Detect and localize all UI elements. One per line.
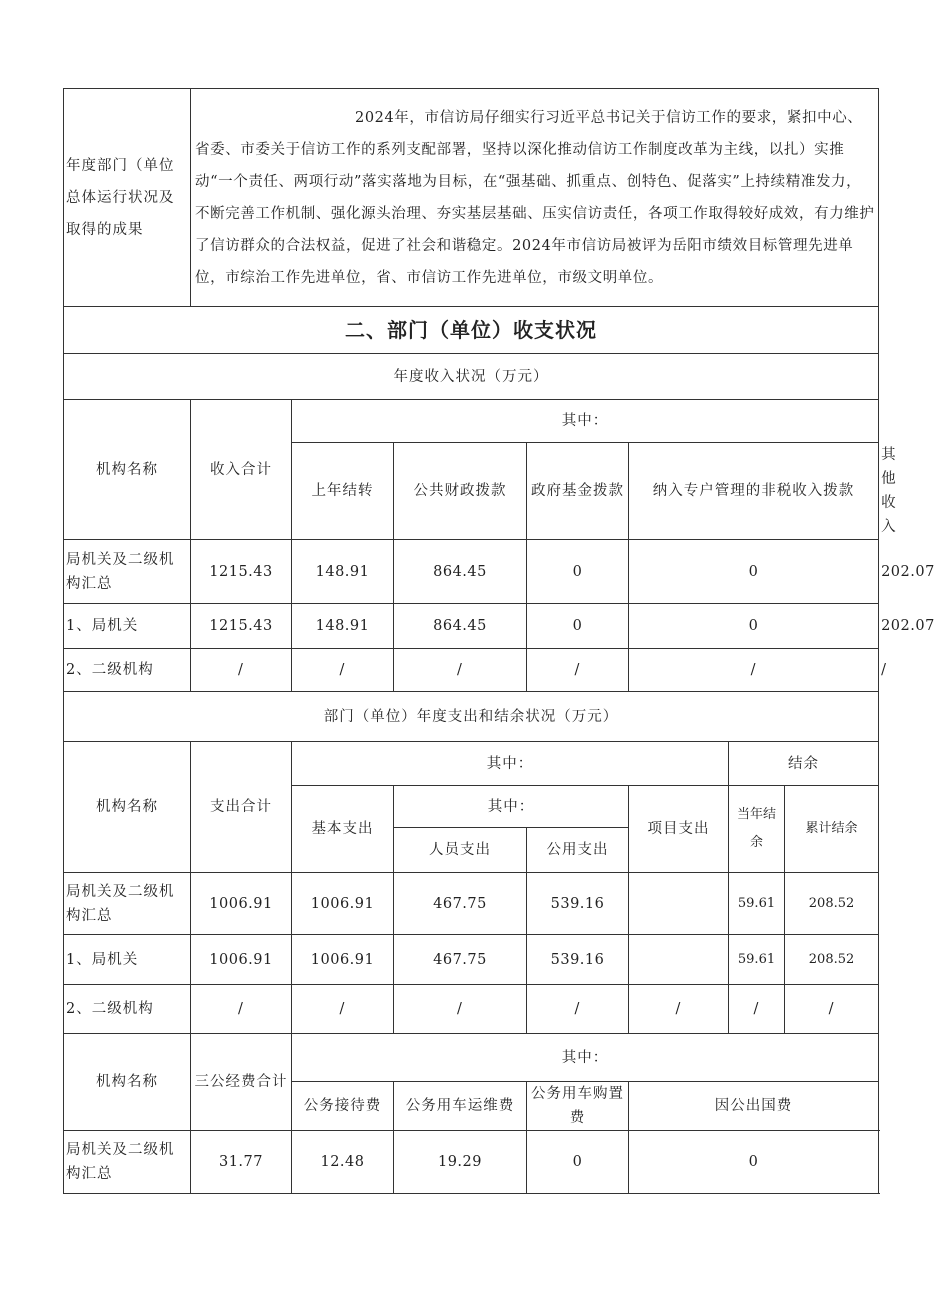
income-gov-fund: 0 [527,540,629,604]
expense-cumulative: / [785,985,879,1034]
three-reception: 12.48 [292,1131,394,1194]
income-col-org: 机构名称 [64,400,191,540]
expense-cumulative: 208.52 [785,935,879,985]
income-col-carryover: 上年结转 [292,443,394,540]
expense-col-project: 项目支出 [629,786,729,873]
expense-project [629,873,729,935]
table-row: 1、局机关 1215.43 148.91 864.45 0 0 202.07 [64,604,879,649]
expense-project: / [629,985,729,1034]
income-total: 1215.43 [191,604,292,649]
three-vehicle-purchase: 0 [527,1131,629,1194]
expense-col-total: 支出合计 [191,742,292,873]
budget-report-table: 年度部门（单位总体运行状况及取得的成果 2024年，市信访局仔细实行习近平总书记关于信访工作的要求，紧扣中心、省委、市委关于信访工作的系列支配部署，坚持以深化推动信访工作制度改革为主线，以扎）实推动“一个责任、两项行动”落实落地为目标，在“强基础、抓重点、创特色、促落实”上持续精准发力，不断完善工作机制、强化源头治理、夯实基层基础、压实信访责任，各项工作取得较好成效，有力维护了信访群众的合法权益，促进了社会和谐稳定。2024年市信访局被评为岳阳市绩效目标管理先进单位，市综治工作先进单位，省、市信访工作先进单位，市级文明单位。 二、部门（单位）收支状况 年度收入状况（万元） 机构名称 收入合计 其中： 上年结转 公共财政拨款 政府基金拨款 纳入专户管理的非税收入拨款 其他收入 局机关及二级机构汇总 1215.43 148.91 864.45 0 0 202.07 1、局机关 1215.43 148.91 864.45 0 0 202.07 2、二级机构 / / / / / / 部门（单位）年度支出和结余状况（万元） 机构名称 支出合计 其中： 结余 基本支出 其中： 项目支出 当年结余 累计结余 人员支出 公用支出 局机关及二级机构汇总 1006.91 1006.91 467.75 539.16 59.61 208.52 1、局机关 1006.91 1006.91 467.75 539.16 59.61 208.52 2、二级机构 / / / / / / / 机构名称 三公经费合计 其中： 公务接待费 公务用车运维费 公务用车购置费 因公出国费 局机关及二级机构汇总 31.77 12.48 19.29 0 0 [63,88,879,1194]
table-row [64,873,879,935]
section-title: 二、部门（单位）收支状况 [64,307,879,354]
summary-text [191,89,879,307]
expense-total: 1006.91 [191,935,292,985]
three-col-org: 机构名称 [64,1034,191,1131]
income-nontax: 0 [629,540,879,604]
expense-personnel: 467.75 [394,935,527,985]
table-row [64,1131,879,1194]
expense-col-public: 公用支出 [527,828,629,873]
expense-col-cumulative: 累计结余 [785,786,879,873]
income-total: / [191,649,292,692]
expense-col-of-which2: 其中： [394,786,629,828]
income-col-of-which: 其中： [292,400,879,443]
income-carryover: 148.91 [292,540,394,604]
income-col-gov-fund: 政府基金拨款 [527,443,629,540]
row-org-name: 局机关及二级机构汇总 [64,1131,191,1194]
expense-col-current: 当年结余 [729,786,785,873]
income-public-finance: 864.45 [394,604,527,649]
three-col-vehicle-purchase: 公务用车购置费 [527,1082,629,1131]
expense-current: 59.61 [729,873,785,935]
expense-basic: 1006.91 [292,935,394,985]
table-row: 局机关及二级机构汇总 1215.43 148.91 864.45 0 0 202.07 [64,540,879,604]
expense-public: 539.16 [527,935,629,985]
table-row: 2、二级机构 / / / / / / [64,649,879,692]
income-col-public-finance: 公共财政拨款 [394,443,527,540]
three-vehicle-ops: 19.29 [394,1131,527,1194]
expense-public: 539.16 [527,873,629,935]
expense-current: / [729,985,785,1034]
three-total: 31.77 [191,1131,292,1194]
income-public-finance: / [394,649,527,692]
income-title: 年度收入状况（万元） [64,354,879,400]
income-carryover: / [292,649,394,692]
summary-paragraph: 2024年，市信访局仔细实行习近平总书记关于信访工作的要求，紧扣中心、省委、市委关于信访工作的系列支配部署，坚持以深化推动信访工作制度改革为主线，以扎）实推动“一个责任、两项行动”落实落地为目标，在“强基础、抓重点、创特色、促落实”上持续精准发力，不断完善工作机制、强化源头治理、夯实基层基础、压实信访责任，各项工作取得较好成效，有力维护了信访群众的合法权益，促进了社会和谐稳定。2024年市信访局被评为岳阳市绩效目标管理先进单位，市综治工作先进单位，省、市信访工作先进单位，市级文明单位。 [195,109,875,286]
income-col-nontax: 纳入专户管理的非税收入拨款 [629,443,879,540]
expense-personnel: / [394,985,527,1034]
expense-current: 59.61 [729,935,785,985]
expense-basic: 1006.91 [292,873,394,935]
three-col-reception: 公务接待费 [292,1082,394,1131]
row-org-name: 1、局机关 [64,935,191,985]
row-org-name: 局机关及二级机构汇总 [64,873,191,935]
row-org-name: 2、二级机构 [64,985,191,1034]
expense-col-personnel: 人员支出 [394,828,527,873]
expense-basic: / [292,985,394,1034]
expense-col-org: 机构名称 [64,742,191,873]
expense-col-balance: 结余 [729,742,879,786]
income-gov-fund: 0 [527,604,629,649]
expense-title: 部门（单位）年度支出和结余状况（万元） [64,692,879,742]
expense-col-basic: 基本支出 [292,786,394,873]
income-total: 1215.43 [191,540,292,604]
table-row [64,985,879,1034]
row-org-name: 局机关及二级机构汇总 [64,540,191,604]
expense-personnel: 467.75 [394,873,527,935]
income-nontax: 0 [629,604,879,649]
income-col-total: 收入合计 [191,400,292,540]
expense-total: 1006.91 [191,873,292,935]
three-col-of-which: 其中： [292,1034,879,1082]
expense-col-of-which: 其中： [292,742,729,786]
expense-total: / [191,985,292,1034]
summary-label: 年度部门（单位总体运行状况及取得的成果 [64,89,191,307]
expense-cumulative: 208.52 [785,873,879,935]
three-overseas: 0 [629,1131,879,1194]
table-row [64,935,879,985]
row-org-name: 1、局机关 [64,604,191,649]
three-col-overseas: 因公出国费 [629,1082,879,1131]
expense-public: / [527,985,629,1034]
expense-project [629,935,729,985]
income-carryover: 148.91 [292,604,394,649]
income-nontax: / [629,649,879,692]
income-public-finance: 864.45 [394,540,527,604]
three-col-vehicle-ops: 公务用车运维费 [394,1082,527,1131]
three-col-total: 三公经费合计 [191,1034,292,1131]
row-org-name: 2、二级机构 [64,649,191,692]
income-gov-fund: / [527,649,629,692]
